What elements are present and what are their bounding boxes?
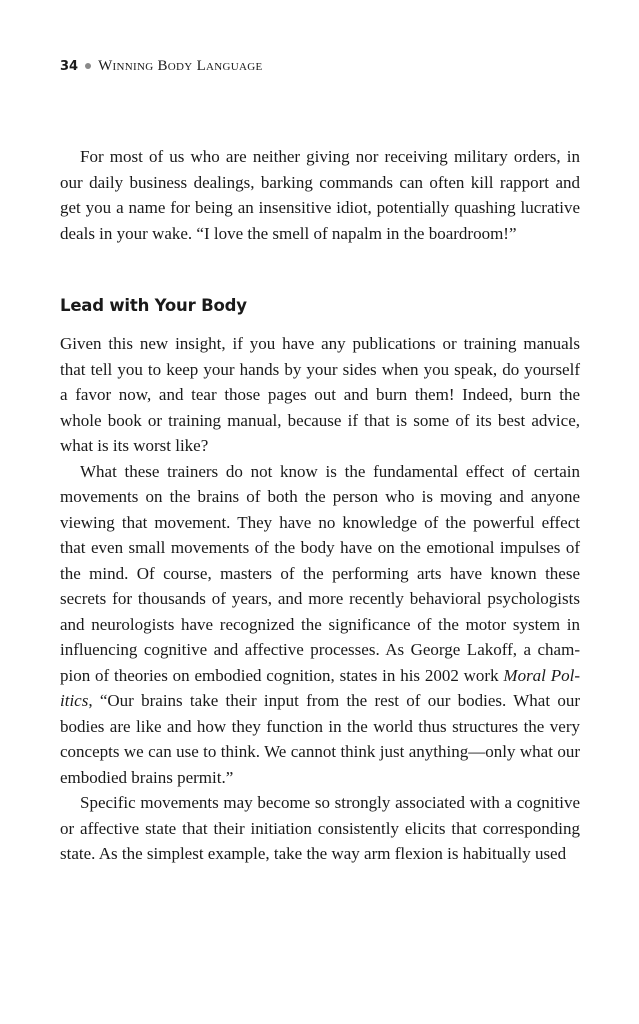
body-paragraph: Given this new insight, if you have any publications or training manuals that tell you to keep your hands by your sides when you speak, do yourself a favor now, and tear those pages out and burn them! Indeed, burn the whole book or training manual, because if that is some of its best advice, what is its worst like? [60,334,580,455]
body-paragraph: For most of us who are neither giving nor receiving military orders, in our daily business dealings, barking commands can often kill rapport and get you a name for being an insensitive idiot, potentially quashing lucrative deals in your wake. “I love the smell of napalm in the boardroom!” [60,147,580,243]
section-text-block [60,331,580,867]
paragraph-text-part: What these trainers do not know is the fundamental effect of certain movements on the brains of both the person who is moving and anyone viewing that movement. They have no knowledge of the powerful effect that even small movements of the body have on the emotional impulses of the mind. Of course, masters of the performing arts have known these secrets for thousands of years, and more recently behavioral psychologists and neurologists have recognized the significance of the motor system in influencing cognitive and affective processes. As George Lakoff, a champion of theories on embodied cognition, states in his 2002 work [60,461,580,685]
bullet-separator-icon [85,63,91,69]
section-heading: Lead with Your Body [60,296,247,315]
opening-text-block [60,144,580,246]
page-number: 34 [60,59,79,74]
book-title: Winning Body Language [98,58,263,74]
paragraph-text-part: , “Our brains take their input from the rest of our bodies. What our bodies are like and how they function in the world thus structures the very concepts we can use to think. We cannot think just anything—only what our embodied brains permit.” [60,691,580,787]
running-head [60,58,263,75]
body-paragraph [60,459,580,791]
book-reference-title: Moral Politics [60,665,580,710]
body-paragraph: Specific movements may become so strongly associated with a cognitive or affective state that their initiation consistently elicits that corresponding state. As the simplest example, take the way arm flexion is habitually used [60,793,580,863]
